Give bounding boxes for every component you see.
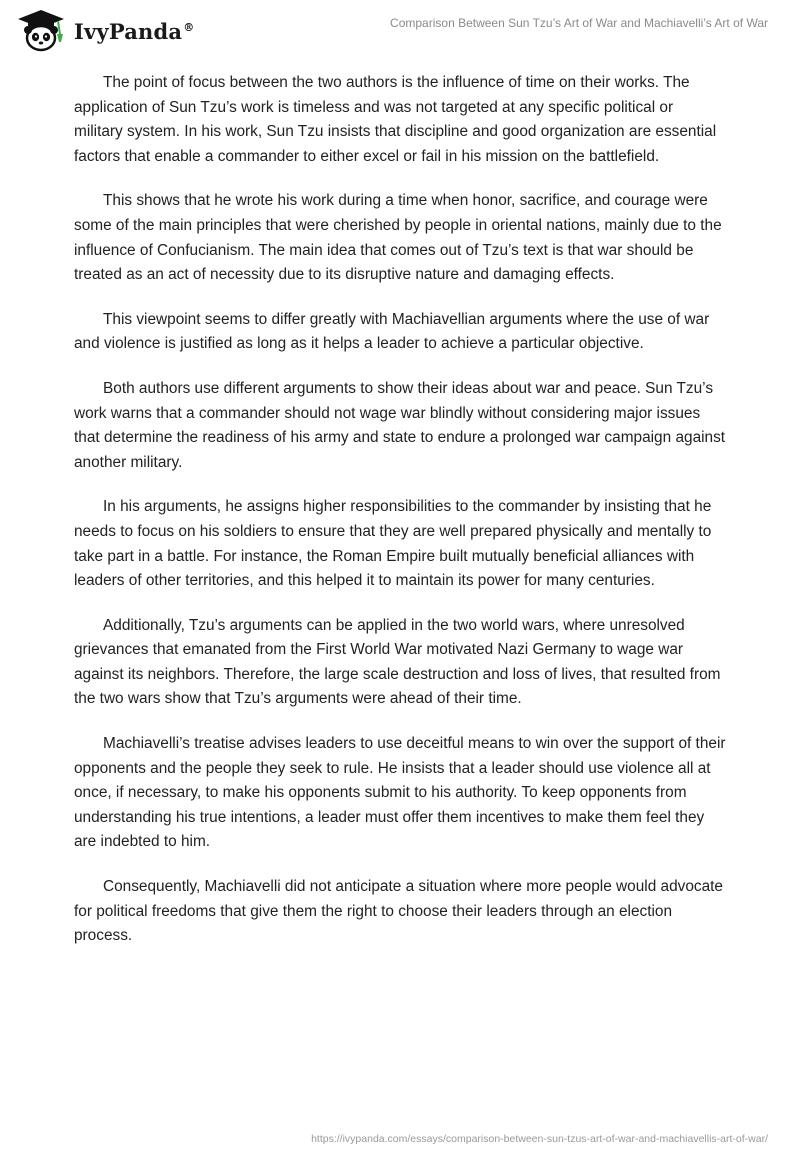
paragraph: This viewpoint seems to differ greatly with Machiavellian arguments where the use of war and violence is justified as long as it helps a leader to achieve a particular objective.	[74, 310, 710, 353]
paragraph: Additionally, Tzu’s arguments can be applied in the two world wars, where unresolved grievances that emanated from the First World War motivated Nazi Germany to wage war against its neighbors. Therefore, the large scale destruction and loss of lives, that resulted from the two wars show that Tzu’s arguments were ahead of their time.	[74, 616, 721, 708]
paragraph: The point of focus between the two authors is the influence of time on their works. The application of Sun Tzu’s work is timeless and was not targeted at any specific political or military system. In his work, Sun Tzu insists that discipline and good organization are essential factors that enable a commander to either excel or fail in his mission on the battlefield.	[74, 74, 717, 165]
source-url[interactable]: https://ivypanda.com/essays/comparison-between-sun-tzus-art-of-war-and-machiavellis-art-of-war/	[311, 1133, 768, 1145]
logo[interactable]	[14, 8, 194, 52]
paragraph: Machiavelli’s treatise advises leaders to use deceitful means to win over the support of their opponents and the people they seek to rule. He insists that a leader should use violence all at once, if necessary, to make his opponents submit to his authority. To keep opponents from understanding his true intentions, a leader must offer them incentives to make them feel they are indebted to him.	[74, 735, 726, 851]
page-header	[0, 0, 800, 60]
brand-name: IvyPanda®	[74, 18, 195, 44]
document-title: Comparison Between Sun Tzu’s Art of War and Machiavelli’s Art of War	[390, 16, 768, 30]
paragraph: Consequently, Machiavelli did not anticipate a situation where more people would advocate for political freedoms that give them the right to choose their leaders through an election process.	[74, 878, 723, 945]
panda-graduate-icon	[14, 8, 68, 52]
paragraph: Both authors use different arguments to show their ideas about war and peace. Sun Tzu’s work warns that a commander should not wage war blindly without considering major issues that determine the readiness of his army and state to endure a prolonged war campaign against another military.	[74, 379, 726, 471]
paragraph: In his arguments, he assigns higher responsibilities to the commander by insisting that he needs to focus on his soldiers to ensure that they are well prepared physically and mentally to take part in a battle. For instance, the Roman Empire built mutually beneficial alliances with leaders of other territories, and this helped it to maintain its power for many centuries.	[74, 498, 712, 590]
essay-body	[74, 71, 726, 969]
paragraph: This shows that he wrote his work during a time when honor, sacrifice, and courage were some of the main principles that were cherished by people in oriental nations, mainly due to the influence of Confucianism. The main idea that comes out of Tzu’s text is that war should be treated as an act of necessity due to its disruptive nature and damaging effects.	[74, 192, 722, 284]
registered-mark: ®	[183, 20, 195, 34]
